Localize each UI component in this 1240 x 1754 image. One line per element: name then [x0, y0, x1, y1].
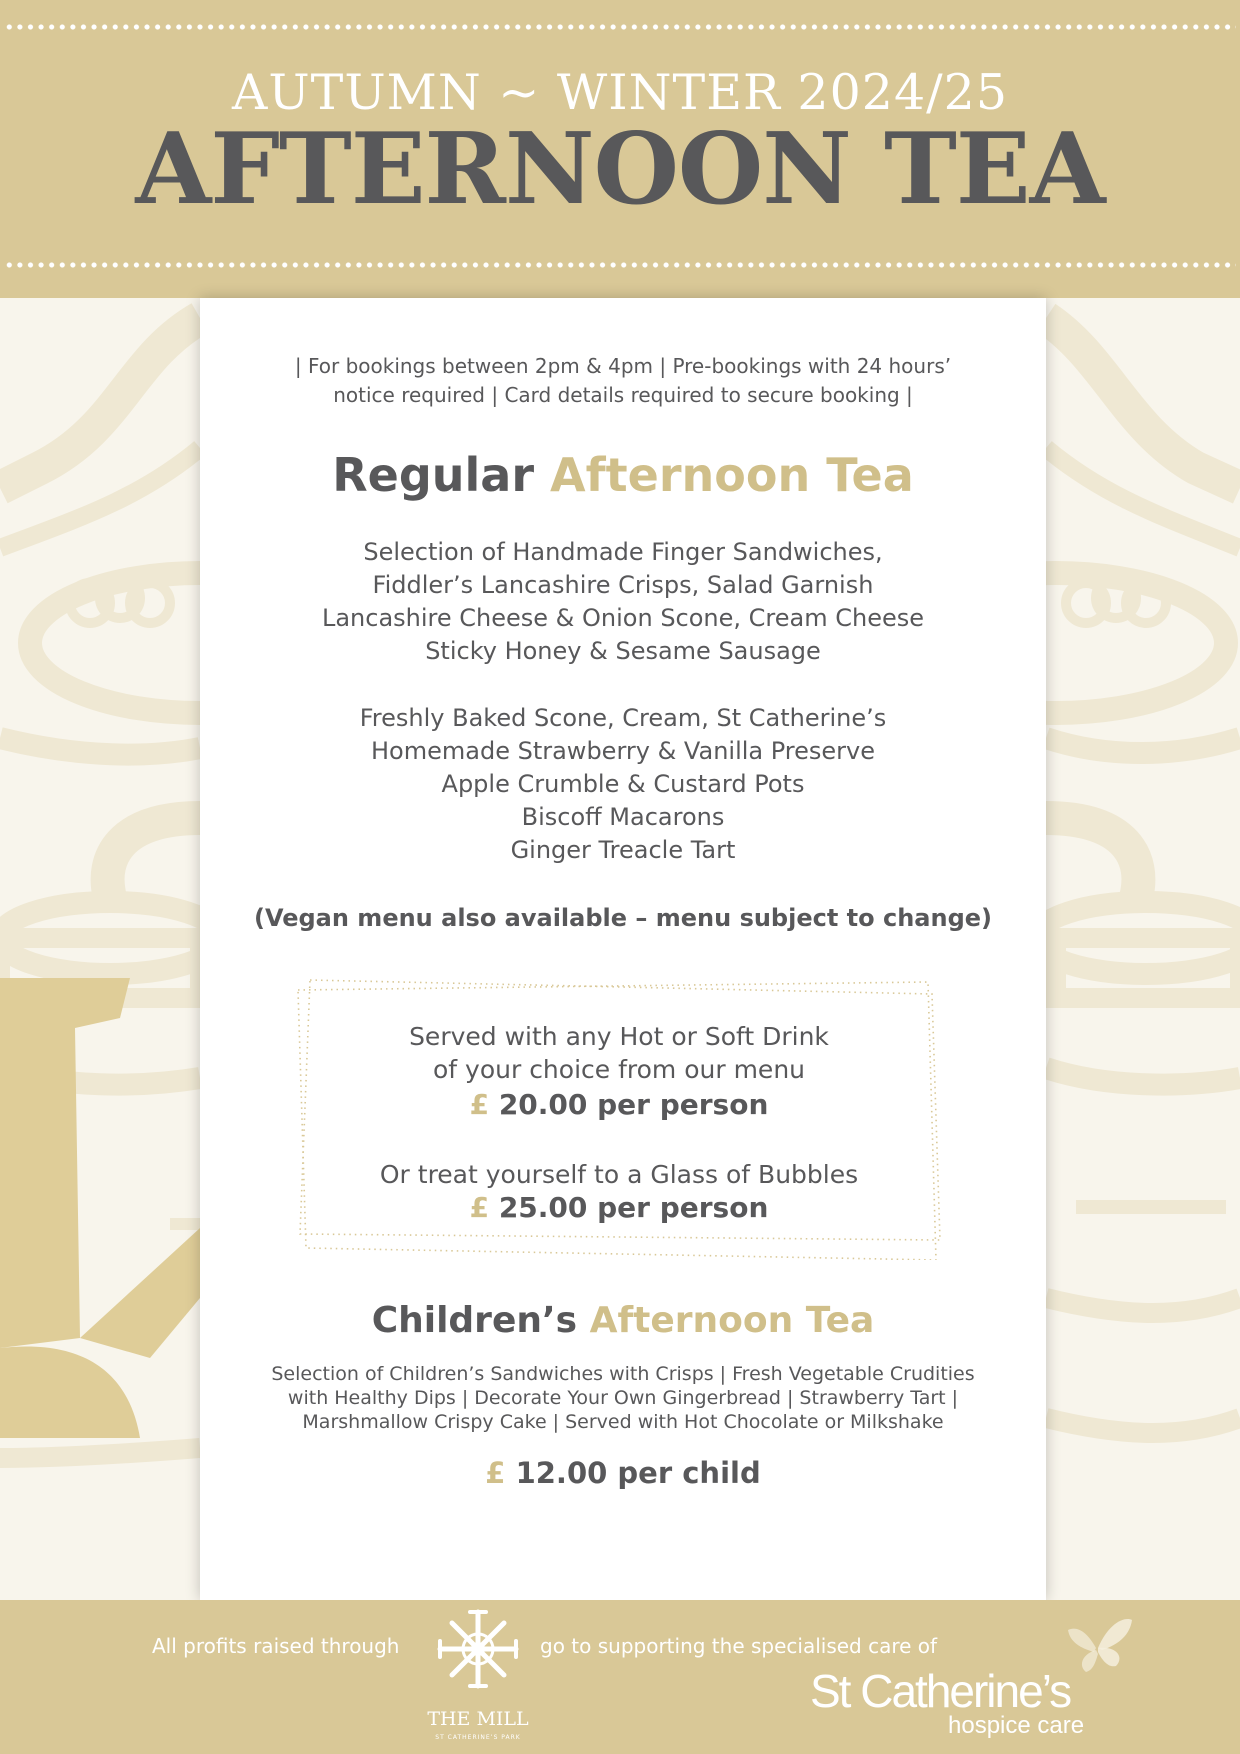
savoury-menu-list	[200, 536, 1046, 668]
mill-wheel-logo-icon	[430, 1608, 526, 1690]
children-menu-description	[230, 1362, 1016, 1434]
menu-item: Homemade Strawberry & Vanilla Preserve	[371, 737, 875, 765]
drink-offer-line-1: Served with any Hot or Soft Drink	[409, 1022, 829, 1051]
footer-text-right: go to supporting the specialised care of	[540, 1634, 938, 1658]
booking-notice-line-1: | For bookings between 2pm & 4pm | Pre-bookings with 24 hours’	[294, 354, 952, 378]
dotted-border-top	[4, 24, 1236, 30]
menu-item: Ginger Treacle Tart	[510, 836, 736, 864]
menu-item: Fiddler’s Lancashire Crisps, Salad Garnish	[372, 571, 874, 599]
drink-offer-line-2: of your choice from our menu	[432, 1055, 806, 1084]
menu-panel	[200, 298, 1046, 1600]
booking-notice	[240, 352, 1006, 410]
header-banner	[0, 0, 1240, 298]
children-menu-line-1: Selection of Children’s Sandwiches with Crisps | Fresh Vegetable Crudities	[271, 1363, 975, 1385]
pricing-box	[296, 978, 942, 1260]
menu-item: Biscoff Macarons	[521, 803, 725, 831]
bubbles-price	[296, 1191, 942, 1224]
currency-symbol: £	[469, 1191, 490, 1224]
season-label: AUTUMN ~ WINTER 2024/25	[232, 64, 1008, 121]
menu-item: Freshly Baked Scone, Cream, St Catherine’s	[359, 704, 887, 732]
teacup-pattern-icon	[1046, 298, 1240, 1600]
currency-symbol: £	[469, 1088, 490, 1121]
bubbles-price-value: 25.00 per person	[498, 1191, 769, 1224]
footer-banner	[0, 1600, 1240, 1754]
menu-item: Sticky Honey & Sesame Sausage	[425, 637, 821, 665]
children-tea-heading-lead: Children’s	[371, 1300, 578, 1341]
children-tea-heading	[200, 1300, 1046, 1341]
children-tea-heading-accent: Afternoon Tea	[589, 1300, 875, 1341]
footer-text-left: All profits raised through	[152, 1634, 400, 1658]
currency-symbol: £	[485, 1456, 506, 1490]
booking-notice-line-2: notice required | Card details required to secure booking |	[333, 383, 913, 407]
menu-item: Apple Crumble & Custard Pots	[441, 770, 805, 798]
dotted-border-bottom	[4, 262, 1236, 268]
drink-price-value: 20.00 per person	[498, 1088, 769, 1121]
mill-logo-subtitle: ST CATHERINE’S PARK	[435, 1734, 521, 1741]
regular-tea-heading-accent: Afternoon Tea	[550, 448, 914, 502]
drink-price	[296, 1088, 942, 1121]
sweet-menu-list	[200, 702, 1046, 867]
page-title: AFTERNOON TEA	[135, 112, 1105, 227]
bubbles-offer-line: Or treat yourself to a Glass of Bubbles	[379, 1160, 859, 1189]
vegan-note: (Vegan menu also available – menu subject to change)	[253, 904, 993, 932]
hospice-logo-name: St Catherine’s	[810, 1665, 1071, 1717]
children-price	[200, 1456, 1046, 1490]
children-menu-line-2: with Healthy Dips | Decorate Your Own Gingerbread | Strawberry Tart |	[287, 1387, 959, 1409]
children-menu-line-3: Marshmallow Crispy Cake | Served with Hot Chocolate or Milkshake	[302, 1411, 944, 1433]
butterfly-logo-icon	[1062, 1614, 1134, 1676]
children-price-value: 12.00 per child	[515, 1456, 761, 1490]
mill-logo-name: THE MILL	[427, 1708, 529, 1730]
background-pattern-left	[0, 298, 200, 1600]
menu-item: Lancashire Cheese & Onion Scone, Cream Cheese	[321, 604, 925, 632]
background-pattern-right	[1046, 298, 1240, 1600]
teapot-pattern-icon	[0, 298, 200, 1600]
regular-tea-heading	[200, 448, 1046, 502]
menu-item: Selection of Handmade Finger Sandwiches,	[363, 538, 883, 566]
regular-tea-heading-lead: Regular	[332, 448, 535, 502]
hospice-logo-subtitle: hospice care	[948, 1712, 1085, 1739]
